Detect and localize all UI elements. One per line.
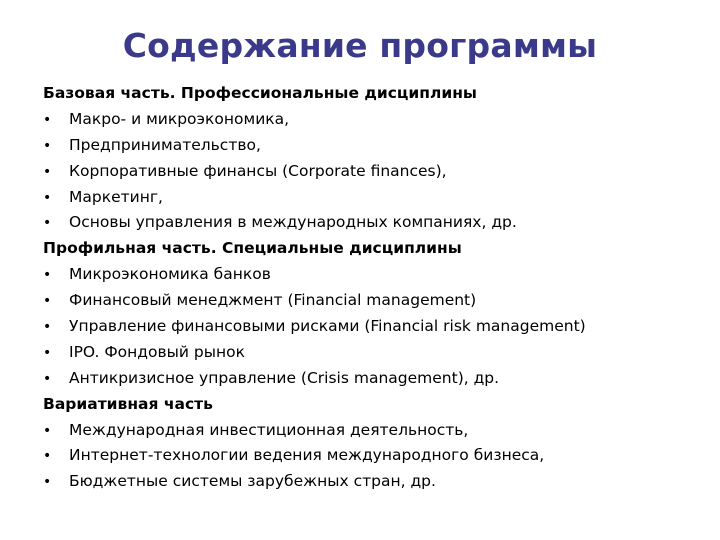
list-item-text: Основы управления в международных компаниях, др. — [69, 213, 517, 232]
slide-title: Содержание программы — [122, 26, 598, 65]
bullet-icon: • — [43, 163, 52, 180]
list-item-text: Международная инвестиционная деятельность, — [69, 420, 469, 439]
list-item — [43, 314, 703, 340]
bullet-icon: • — [43, 319, 52, 336]
list-item — [43, 443, 703, 469]
list-item — [43, 418, 703, 444]
list-item — [43, 366, 703, 392]
list-item — [43, 340, 703, 366]
bullet-icon: • — [43, 267, 52, 284]
bullet-icon: • — [43, 293, 52, 310]
list-item — [43, 133, 703, 159]
bullet-icon: • — [43, 215, 52, 232]
list-item — [43, 107, 703, 133]
list-item — [43, 469, 703, 495]
list-item — [43, 262, 703, 288]
section-heading-variative: Вариативная часть — [43, 394, 213, 413]
list-item-text: Микроэкономика банков — [69, 265, 271, 284]
list-item-text: Макро- и микроэкономика, — [69, 109, 290, 128]
list-item — [43, 159, 703, 185]
bullet-icon: • — [43, 448, 52, 465]
slide-content — [43, 81, 703, 495]
list-item — [43, 185, 703, 211]
list-item-text: Предпринимательство, — [69, 135, 261, 154]
bullet-icon: • — [43, 422, 52, 439]
list-item-text: Управление финансовыми рисками (Financial risk management) — [69, 317, 586, 336]
bullet-icon: • — [43, 474, 52, 491]
list-item-text: Маркетинг, — [69, 187, 163, 206]
list-item-text: Корпоративные финансы (Corporate finances), — [69, 161, 447, 180]
section-heading-basic: Базовая часть. Профессиональные дисциплины — [43, 84, 477, 102]
list-item — [43, 288, 703, 314]
bullet-icon: • — [43, 137, 52, 154]
list-item-text: Бюджетные системы зарубежных стран, др. — [69, 472, 436, 491]
list-item-text: Интернет-технологии ведения международного бизнеса, — [69, 446, 545, 465]
section-heading-profile: Профильная часть. Специальные дисциплины — [43, 239, 462, 258]
list-item-text: IPO. Фондовый рынок — [69, 342, 245, 361]
list-item — [43, 210, 703, 236]
bullet-icon: • — [43, 111, 52, 128]
bullet-icon: • — [43, 189, 52, 206]
list-item-text: Финансовый менеджмент (Financial management) — [69, 291, 477, 310]
bullet-icon: • — [43, 344, 52, 361]
bullet-icon: • — [43, 370, 52, 387]
list-item-text: Антикризисное управление (Crisis management), др. — [69, 368, 500, 387]
